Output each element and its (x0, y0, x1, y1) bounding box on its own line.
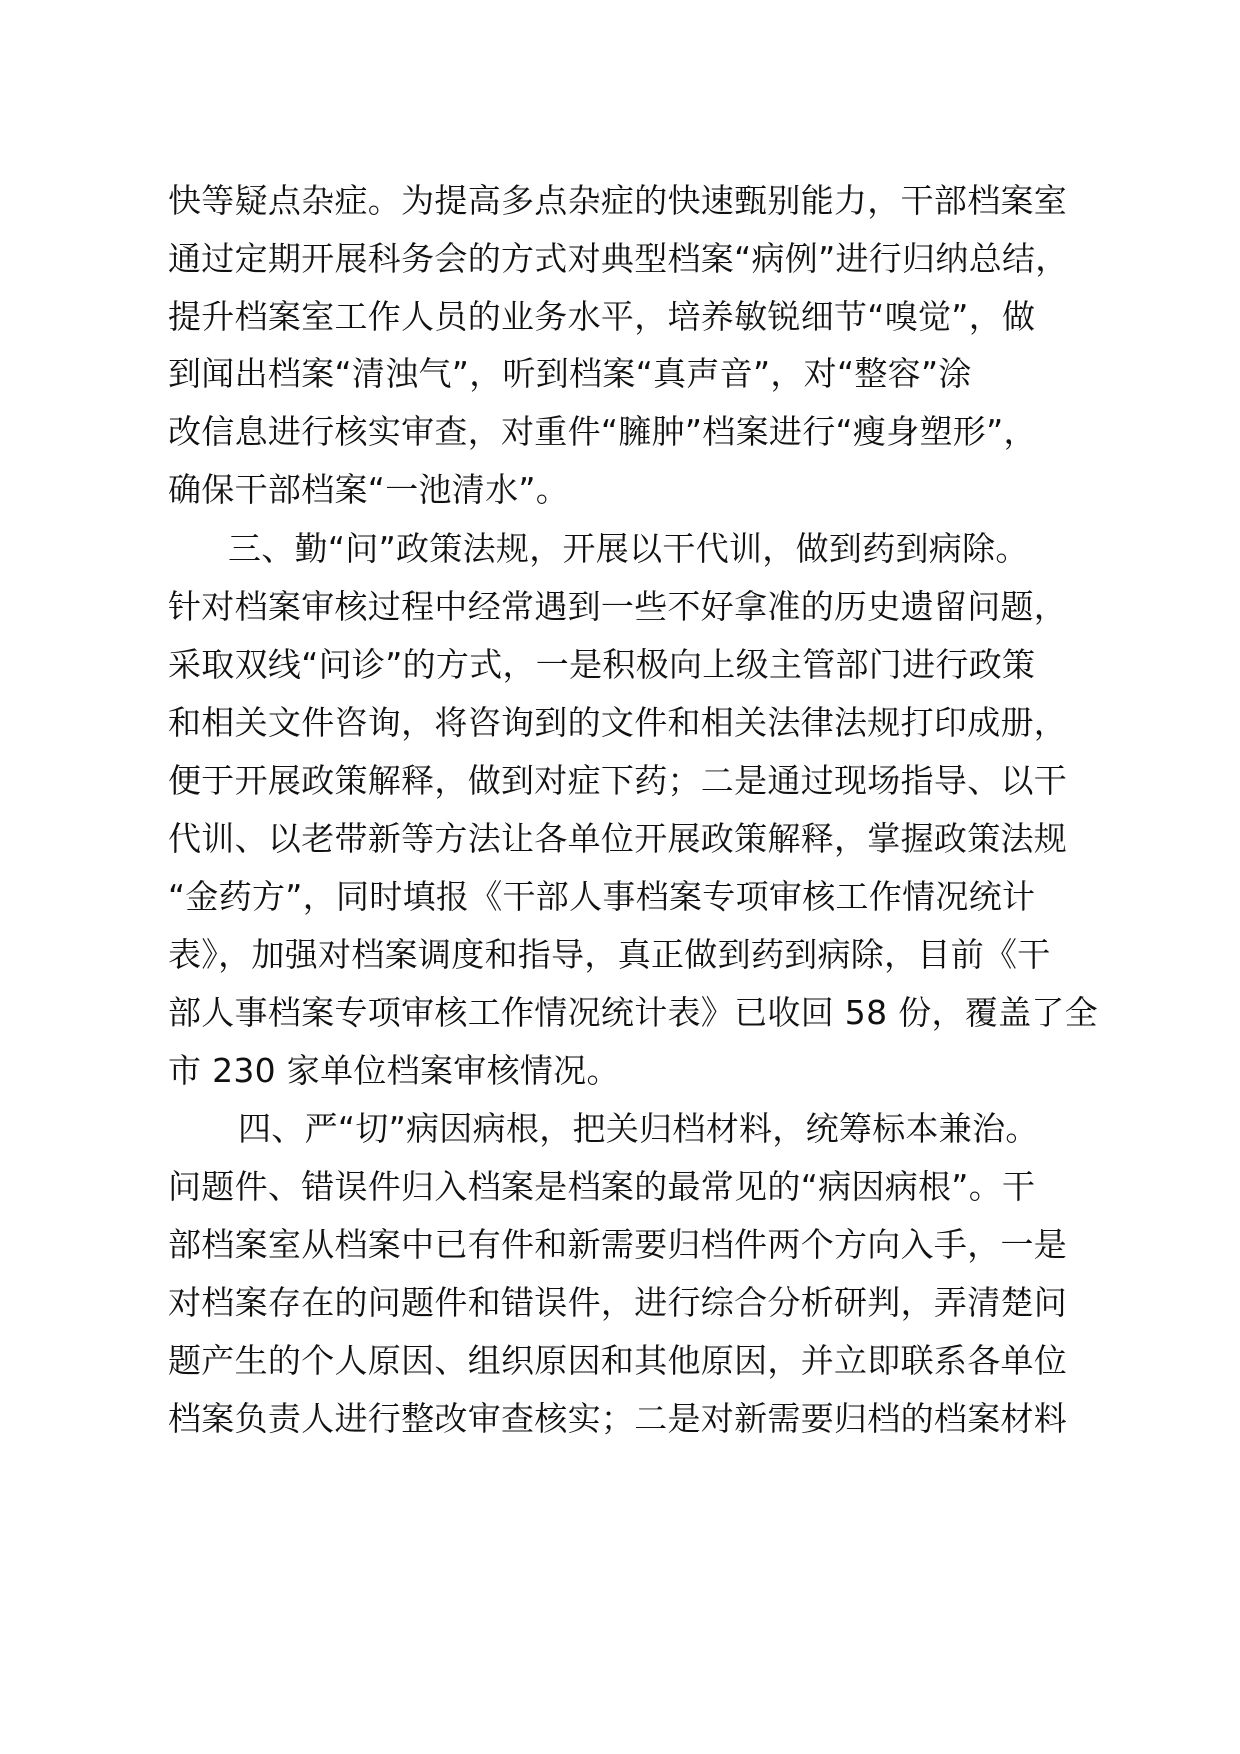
text-line: 题产生的个人原因、组织原因和其他原因，并立即联系各单位 (168, 1341, 1068, 1380)
text-line: 到闻出档案“清浊气”，听到档案“真声音”，对“整容”涂 (168, 354, 972, 393)
text-line: 代训、以老带新等方法让各单位开展政策解释，掌握政策法规 (168, 819, 1068, 858)
text-line: 问题件、错误件归入档案是档案的最常见的“病因病根”。干 (168, 1167, 1036, 1206)
text-line: 表》，加强对档案调度和指导，真正做到药到病除，目前《干 (168, 935, 1051, 974)
text-line: 改信息进行核实审查，对重件“臃肿”档案进行“瘦身塑形”， (168, 412, 1037, 451)
text-line: 提升档案室工作人员的业务水平，培养敏锐细节“嗅觉”，做 (168, 297, 1036, 336)
text-line: 采取双线“问诊”的方式，一是积极向上级主管部门进行政策 (168, 645, 1036, 684)
text-line: 确保干部档案“一池清水”。 (168, 470, 570, 509)
text-line: 对档案存在的问题件和错误件，进行综合分析研判，弄清楚问 (168, 1283, 1068, 1322)
section-heading: 四、严“切”病因病根，把关归档材料，统筹标本兼治。 (238, 1109, 1039, 1148)
text-line: “金药方”，同时填报《干部人事档案专项审核工作情况统计 (168, 877, 1036, 916)
text-line: 快等疑点杂症。为提高多点杂症的快速甄别能力，干部档案室 (168, 181, 1068, 220)
text-line: 部档案室从档案中已有件和新需要归档件两个方向入手，一是 (168, 1225, 1068, 1264)
text-line: 档案负责人进行整改审查核实；二是对新需要归档的档案材料 (168, 1399, 1068, 1438)
text-line: 便于开展政策解释，做到对症下药；二是通过现场指导、以干 (168, 761, 1068, 800)
text-line: 针对档案审核过程中经常遇到一些不好拿准的历史遗留问题， (168, 587, 1068, 626)
text-line: 和相关文件咨询，将咨询到的文件和相关法律法规打印成册， (168, 703, 1068, 742)
text-line: 通过定期开展科务会的方式对典型档案“病例”进行归纳总结， (168, 239, 1069, 278)
text-line: 市 230 家单位档案审核情况。 (168, 1051, 620, 1090)
text-line: 部人事档案专项审核工作情况统计表》已收回 58 份，覆盖了全 (168, 993, 1098, 1032)
section-heading: 三、勤“问”政策法规，开展以干代训，做到药到病除。 (228, 529, 1029, 568)
